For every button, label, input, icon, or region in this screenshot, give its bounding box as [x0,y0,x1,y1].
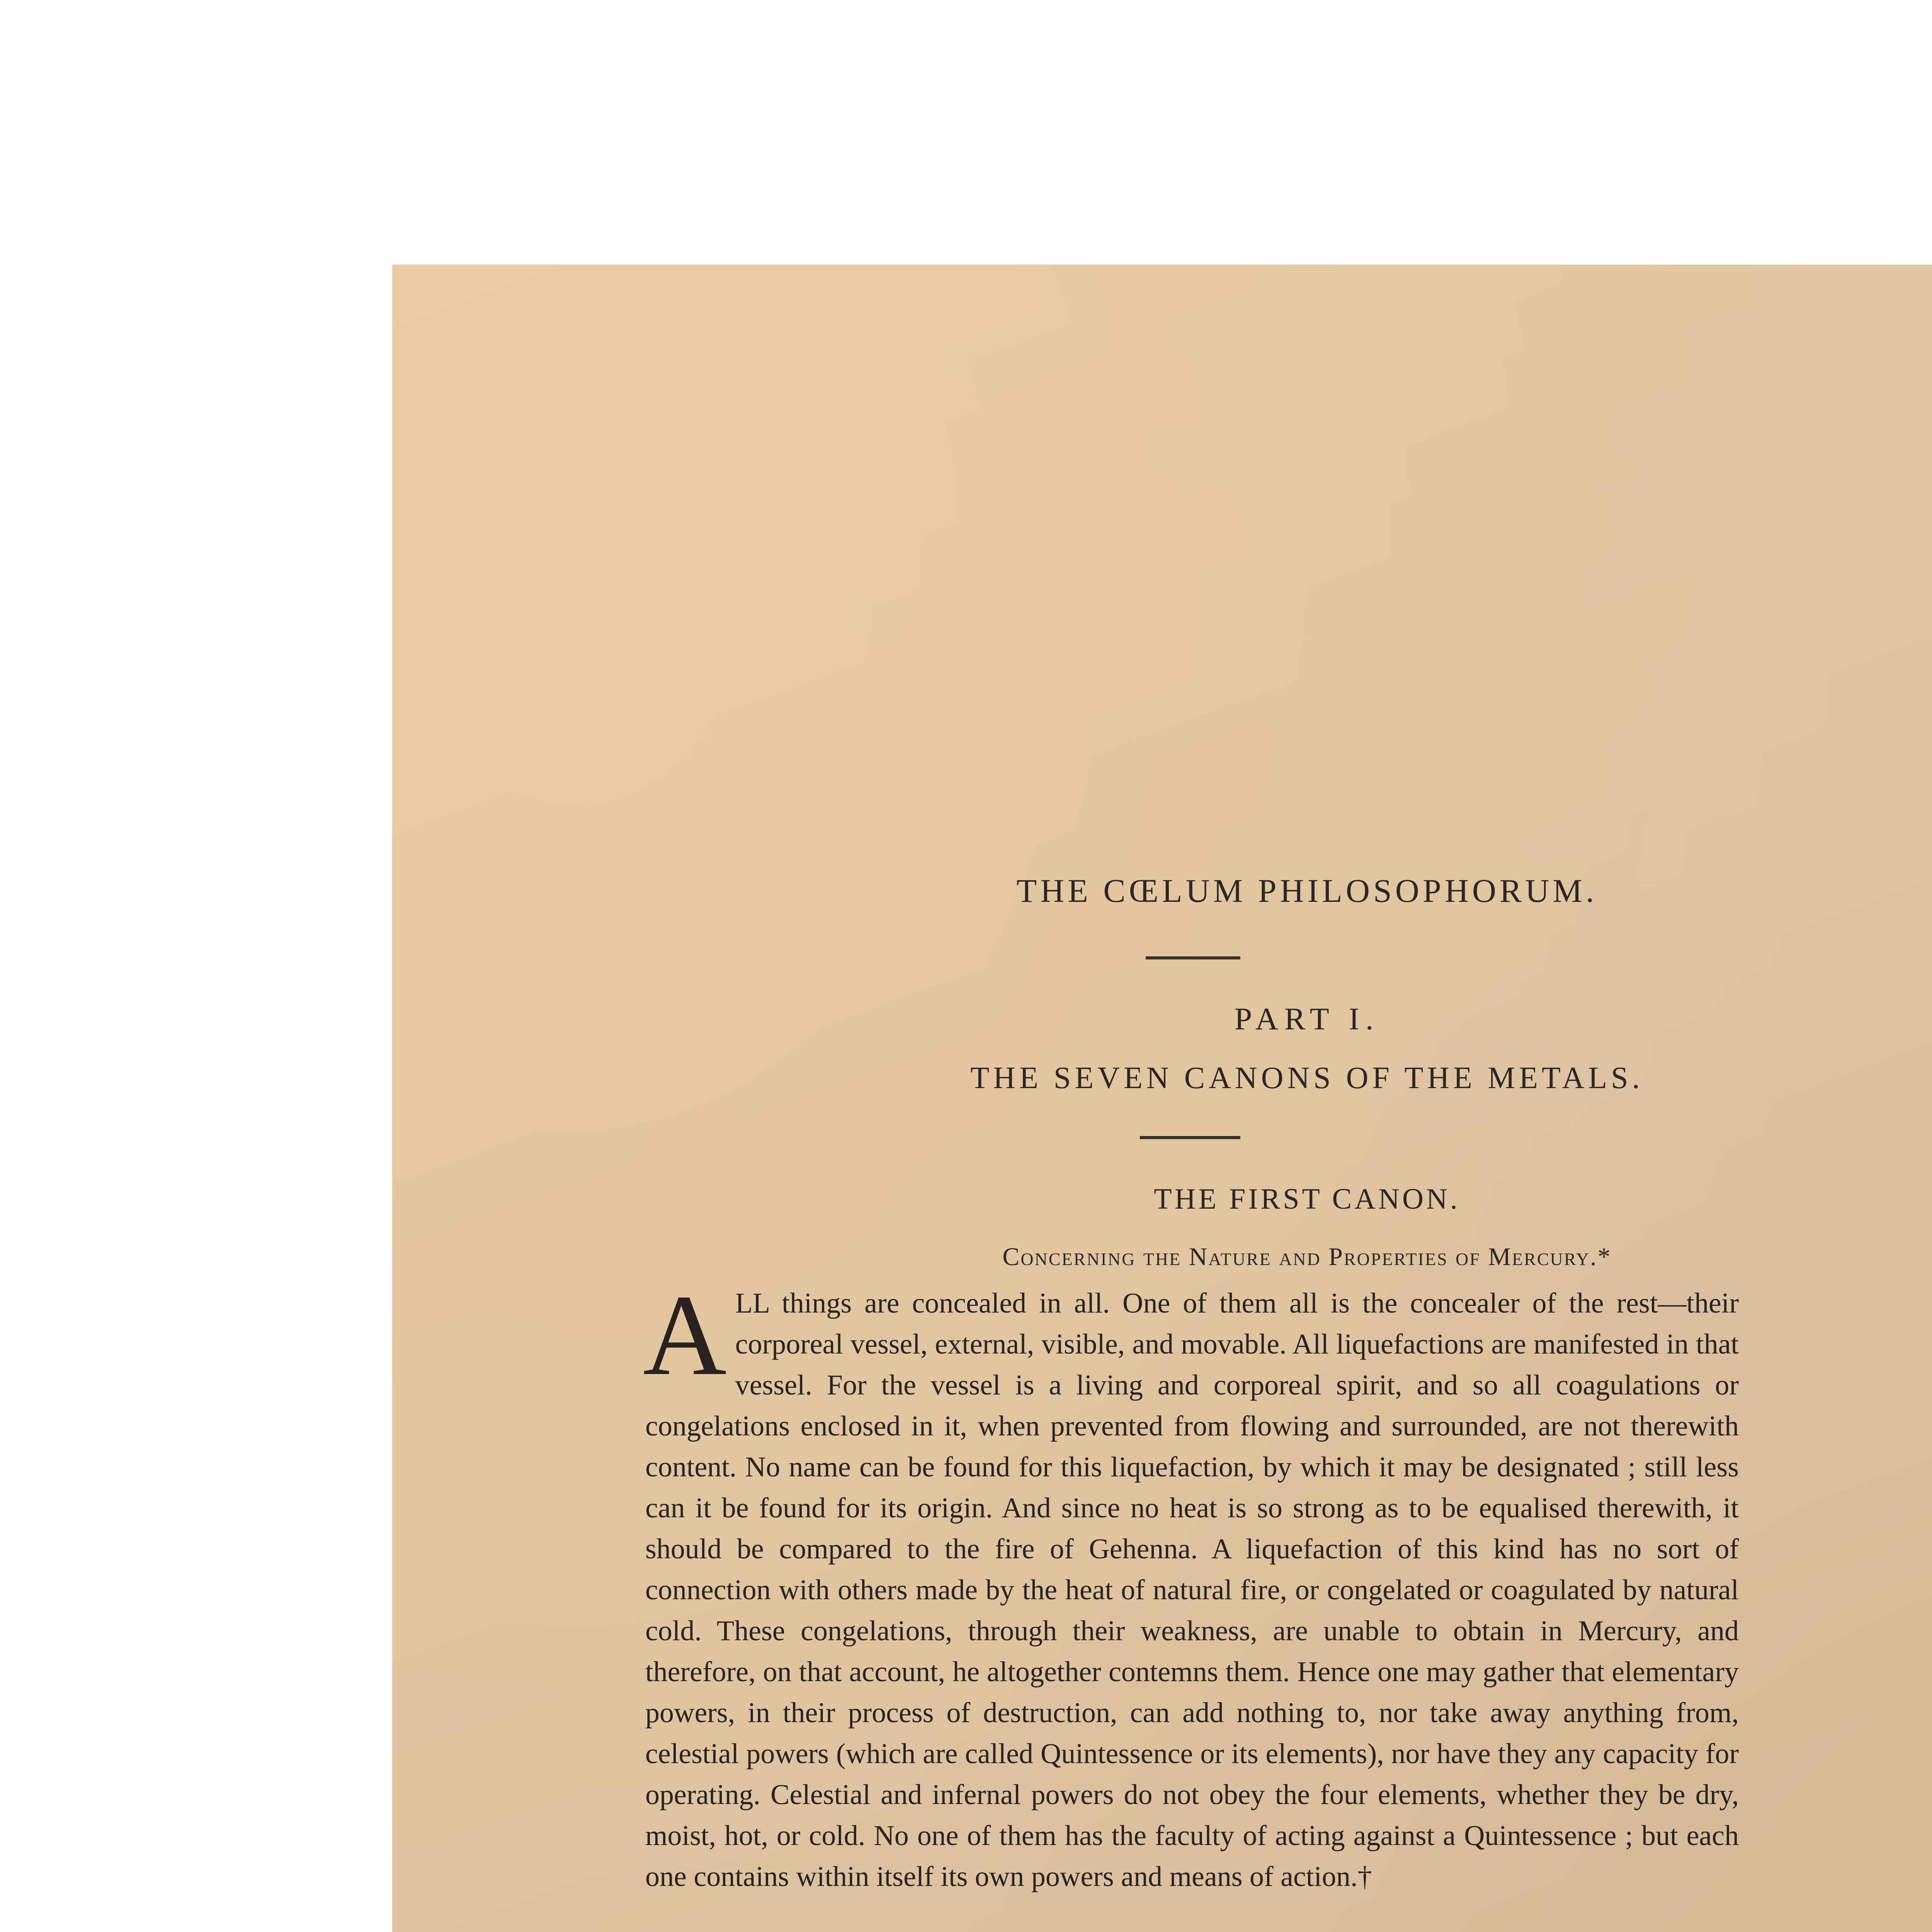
canon-subtitle: Concerning the Nature and Properties of Mercury.* [1002,1243,1612,1271]
title-divider [1146,956,1240,959]
part-title: THE SEVEN CANONS OF THE METALS. [970,1061,1644,1095]
part-label: PART I. [1234,1001,1380,1036]
drop-cap: A [643,1271,727,1399]
body-paragraph [643,1271,1739,1897]
book-title: THE CŒLUM PHILOSOPHORUM. [1016,872,1598,909]
canon-title: THE FIRST CANON. [1154,1183,1460,1215]
part-divider [1140,1136,1240,1139]
body-text: LL things are concealed in all. One of them all is the concealer of the rest—their corporeal vessel, external, visible, and movable. All liquefactions are manifested in that vessel. For the vessel is a living and corporeal spirit, and so all coagulations or congelations enclosed in it, when prevented from flowing and surrounded, are not therewith content. No name can be found for this liquefaction, by which it may be designated ; still less can it be found for its origin. And since no heat is so strong as to be equalised therewith, it should be compared to the fire of Gehenna. A liquefaction of this kind has no sort of connection with others made by the heat of natural fire, or congelated or coagulated by natural cold. These congelations, through their weakness, are unable to obtain in Mercury, and therefore, on that account, he altogether contemns them. Hence one may gather that elementary powers, in their process of destruction, can add nothing to, nor take away anything from, celestial powers (which are called Quintessence or its elements), nor have they any capacity for operating. Celestial and infernal powers do not obey the four elements, whether they be dry, moist, hot, or cold. No one of them has the faculty of acting against a Quintessence ; but each one contains within itself its own powers and means of action.† [645,1287,1739,1893]
book-page [392,265,1932,1932]
